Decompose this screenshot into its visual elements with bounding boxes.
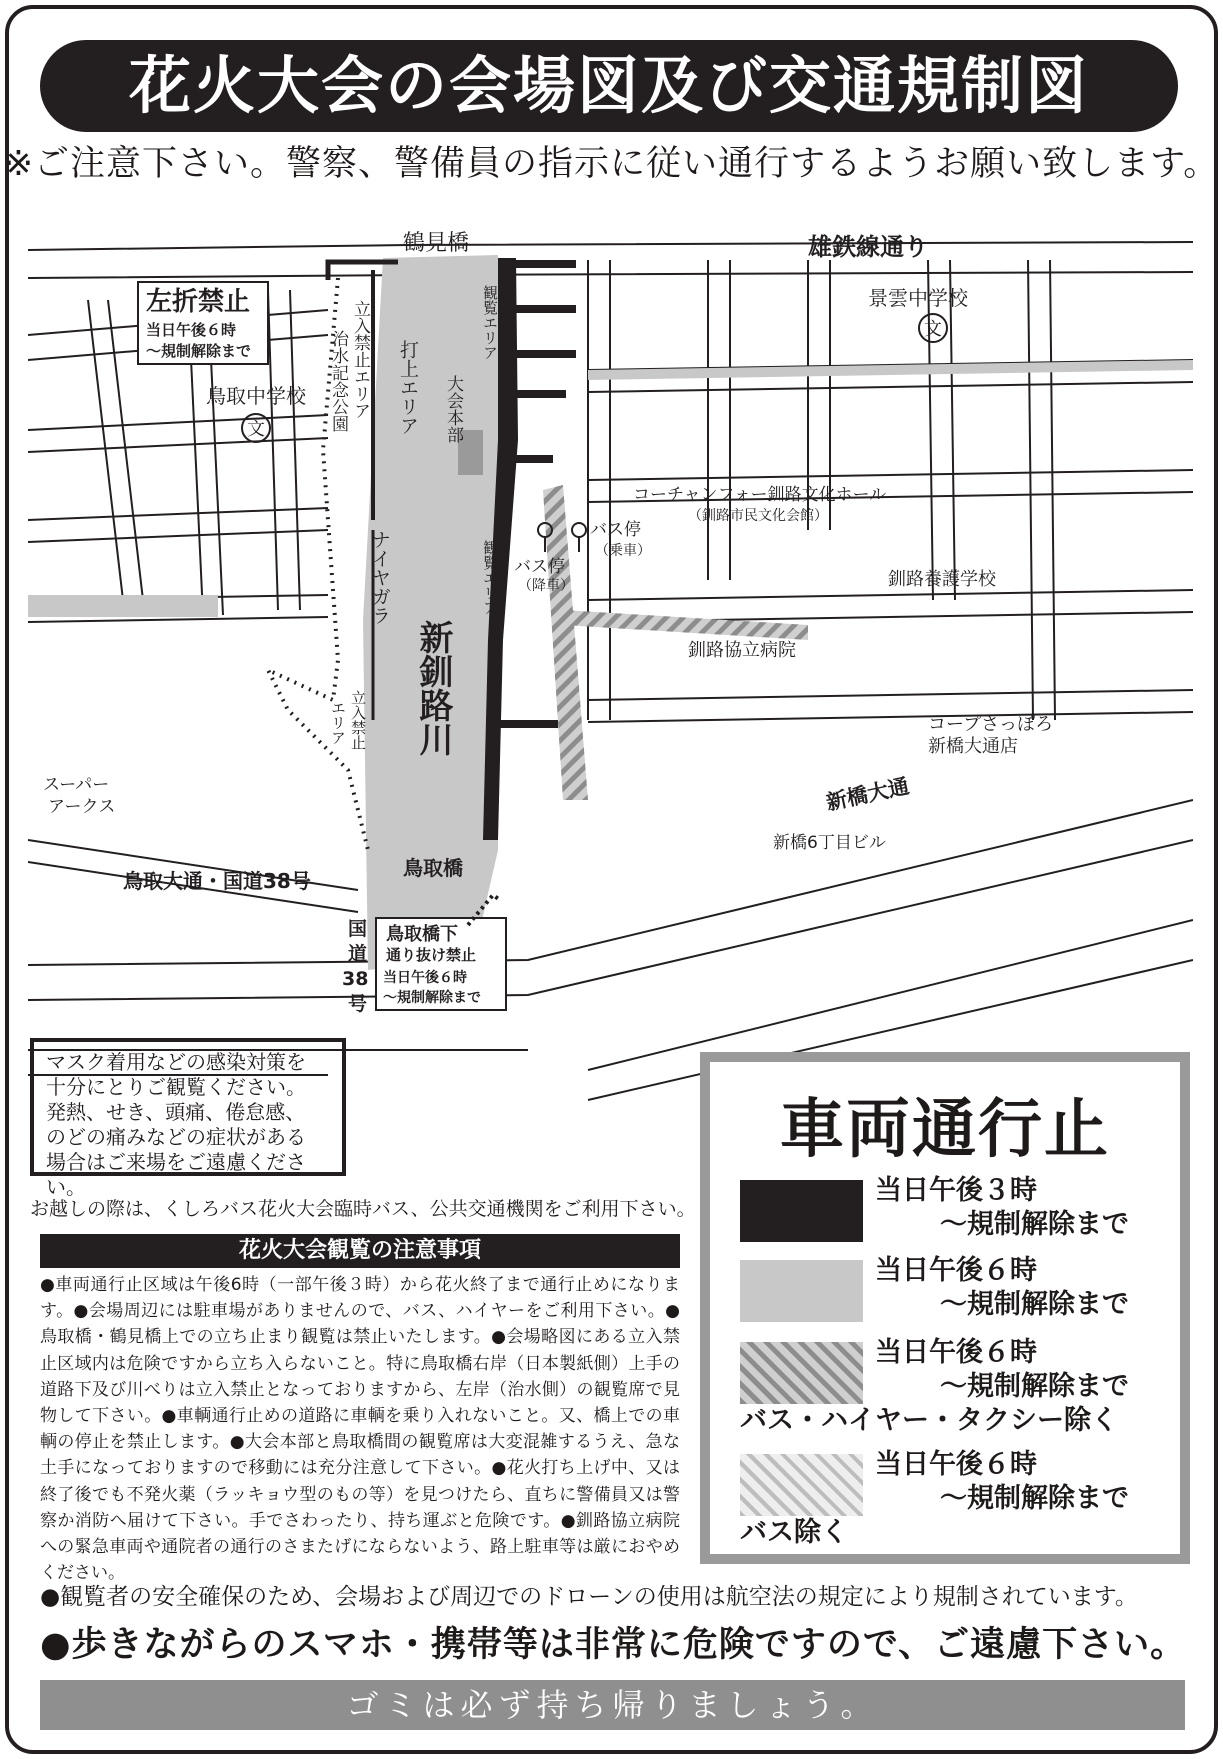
no-left-turn-time: 当日午後６時	[146, 321, 237, 339]
mask-info-line: 場合はご来場をご遠慮ください。	[46, 1150, 306, 1199]
no-entry-area-2b-label: エリア	[329, 700, 347, 745]
legend-item-3-note: バス・ハイヤー・タクシー除く	[740, 1405, 1118, 1436]
legend-item-2-line2: ～規制解除まで	[940, 1289, 1129, 1320]
page-title: 花火大会の会場図及び交通規制図	[40, 40, 1178, 132]
legend-item-3-line2: ～規制解除まで	[940, 1371, 1129, 1402]
viewing-area-1-label: 観覧エリア	[481, 285, 499, 360]
no-left-turn-until: ～規制解除まで	[146, 342, 252, 360]
mask-info-line: 十分にとりご観覧ください。	[46, 1075, 306, 1099]
tottori-street-label: 鳥取大通・国道38号	[123, 869, 311, 893]
super-arcs-1-label: スーパー	[43, 775, 110, 795]
mask-info-line: 発熱、せき、頭痛、倦怠感、	[46, 1100, 306, 1124]
legend-swatch-black	[740, 1180, 863, 1242]
kyoritsu-hospital-label: 釧路協立病院	[688, 640, 796, 661]
legend-swatch-hatch-dark	[740, 1342, 863, 1404]
hatched-road-dark	[543, 485, 588, 800]
police-notice: ※ご注意下さい。警察、警備員の指示に従い通行するようお願い致します。	[3, 144, 1220, 184]
super-arcs-2-label: アークス	[48, 797, 116, 817]
tottori-school-label: 鳥取中学校	[206, 384, 306, 408]
legend-box	[700, 1052, 1190, 1564]
yogo-school-label: 釧路養護学校	[888, 569, 996, 590]
no-entry-area-label: 立入禁止エリア	[350, 300, 370, 419]
culture-hall-sub-label: （釧路市民文化会館）	[688, 508, 828, 524]
legend-item-4-line1: 当日午後６時	[875, 1449, 1037, 1480]
launch-area-label: 打上エリア	[397, 340, 419, 435]
legend-item-1-line1: 当日午後３時	[875, 1175, 1037, 1206]
no-entry-area-2a-label: 立入禁止	[349, 690, 367, 750]
route38-1: 国	[348, 918, 368, 940]
route38-3: 38	[342, 968, 369, 990]
hq-label: 大会本部	[443, 375, 463, 443]
phone-notice: ●歩きながらのスマホ・携帯等は非常に危険ですので、ご遠慮下さい。	[40, 1625, 1187, 1665]
shinbashi-street-label: 新橋大通	[824, 773, 912, 815]
legend-item-4-note: バス除く	[740, 1517, 848, 1548]
under-bridge-2-label: 通り抜け禁止	[386, 946, 477, 964]
under-bridge-1-label: 鳥取橋下	[386, 924, 458, 945]
hatched-road-dark-2	[563, 610, 808, 640]
tottori-bridge-label: 鳥取橋	[403, 856, 463, 880]
legend-item-4-line2: ～規制解除まで	[940, 1483, 1129, 1514]
keiun-school-symbol: 文	[924, 319, 942, 340]
legend-item-3-line1: 当日午後６時	[875, 1337, 1037, 1368]
mask-info-line: マスク着用などの感染対策を	[46, 1050, 306, 1074]
route38-4: 号	[348, 993, 368, 1015]
route38-2: 道	[348, 943, 368, 965]
bus-stop-alight-sub: （降車）	[518, 578, 574, 594]
bus-stop-alight-label: バス停	[514, 557, 565, 577]
no-left-turn-label: 左折禁止	[146, 287, 251, 317]
yutetsu-street-label: 雄鉄線通り	[808, 233, 928, 261]
shinbashi-bldg-label: 新橋6丁目ビル	[773, 833, 886, 853]
chisui-park-label: 治水記念公園	[328, 330, 348, 432]
legend-swatch-gray	[740, 1260, 863, 1322]
culture-hall-label: コーチャンフォー釧路文化ホール	[633, 485, 887, 505]
keiun-school-label: 景雲中学校	[868, 286, 968, 310]
bus-stop-board-sub: （乗車）	[595, 543, 651, 559]
bus-stop-board-label: バス停	[590, 520, 641, 540]
venue-map	[28, 200, 1193, 1180]
caution-heading: 花火大会観覧の注意事項	[40, 1234, 680, 1268]
bus-stop-board-icon	[572, 523, 586, 552]
garbage-banner: ゴミは必ず持ち帰りましょう。	[40, 1680, 1185, 1730]
coop-2-label: 新橋大通店	[928, 736, 1018, 757]
coop-label: コープさっぽろ	[928, 714, 1054, 735]
tsurumi-bridge-label: 鶴見橋	[403, 231, 470, 256]
access-note: お越しの際は、くしろバス花火大会臨時バス、公共交通機関をご利用下さい。	[30, 1198, 696, 1220]
legend-swatch-hatch-light	[740, 1454, 863, 1516]
legend-title: 車両通行止	[780, 1093, 1110, 1167]
river-label: 新釧路川	[413, 620, 453, 756]
caution-body: ●車両通行止区域は午後6時（一部午後３時）から花火終了まで通行止めになります。●会場周辺には駐車場がありませんので、バス、ハイヤーをご利用下さい。●鳥取橋・鶴見橋上での立ち止まり観覧は禁止いたします。●会場略図にある立入禁止区域内は危険ですから立ち入らないこと。特に鳥取橋右岸（日本製紙側）上手の道路下及び川べりは立入禁止となっておりますから、左岸（治水側）の観覧席で見物して下さい。●車輌通行止めの道路に車輌を乗り入れないこと。又、橋上での車輌の停止を禁止します。●大会本部と鳥取橋間の観覧席は大変混雑するうえ、急な土手になっておりますので移動には充分注意して下さい。●花火打ち上げ中、又は終了後でも不発火薬（ラッキョウ型のもの等）を見つけたら、直ちに警備員又は警察か消防へ届けて下さい。手でさわったり、持ち運ぶと危険です。●釧路協立病院への緊急車両や通院者の通行のさまたげにならないよう、路上駐車等は厳におやめください。	[40, 1275, 680, 1584]
tottori-school-symbol: 文	[247, 419, 265, 440]
under-bridge-time: 当日午後６時	[383, 970, 467, 986]
niagara-label: ナイヤガラ	[369, 530, 391, 625]
legend-item-1-line2: ～規制解除まで	[940, 1209, 1129, 1240]
drone-notice: ●観覧者の安全確保のため、会場および周辺でのドローンの使用は航空法の規定により規制されています。	[40, 1584, 1138, 1610]
under-bridge-until: ～規制解除まで	[383, 990, 481, 1006]
mask-info-box	[30, 1038, 346, 1199]
mask-info-line: のどの痛みなどの症状がある	[46, 1125, 306, 1149]
legend-item-2-line1: 当日午後６時	[875, 1255, 1037, 1286]
viewing-area-2-label: 観覧エリア	[481, 540, 499, 615]
